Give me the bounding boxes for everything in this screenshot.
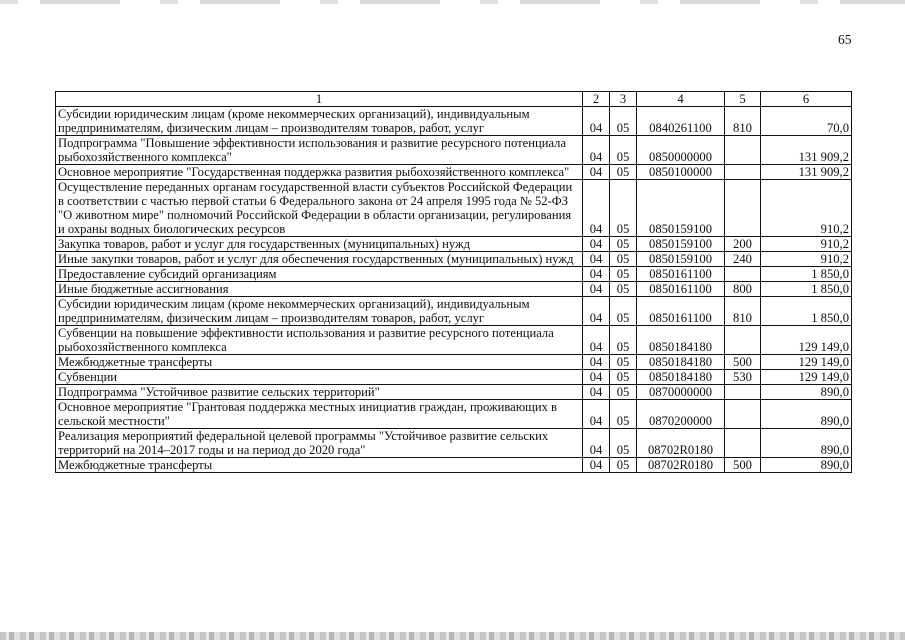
row-section-cell: 04	[583, 252, 610, 267]
row-target-article-cell: 0850000000	[637, 136, 725, 165]
row-expense-type-cell: 810	[725, 107, 761, 136]
row-amount-cell: 890,0	[761, 385, 852, 400]
table-row	[56, 400, 852, 429]
row-section-cell: 04	[583, 237, 610, 252]
row-expense-type-cell	[725, 165, 761, 180]
row-expense-type-cell: 500	[725, 355, 761, 370]
table-row	[56, 237, 852, 252]
row-section-cell: 04	[583, 400, 610, 429]
table-row	[56, 458, 852, 473]
row-subsection-cell: 05	[610, 282, 637, 297]
column-header: 3	[610, 92, 637, 107]
row-expense-type-cell	[725, 429, 761, 458]
row-amount-cell: 910,2	[761, 180, 852, 237]
row-subsection-cell: 05	[610, 297, 637, 326]
row-target-article-cell: 0870000000	[637, 385, 725, 400]
row-expense-type-cell	[725, 180, 761, 237]
row-subsection-cell: 05	[610, 429, 637, 458]
table-row	[56, 267, 852, 282]
row-name-cell: Иные бюджетные ассигнования	[56, 282, 583, 297]
row-target-article-cell: 0850159100	[637, 237, 725, 252]
row-subsection-cell: 05	[610, 180, 637, 237]
row-expense-type-cell: 240	[725, 252, 761, 267]
row-name-cell: Субсидии юридическим лицам (кроме некоммерческих организаций), индивидуальным предпринимателям, физическим лицам – производителям товаров, работ, услуг	[56, 107, 583, 136]
row-name-cell: Осуществление переданных органам государственной власти субъектов Российской Федерации в соответствии с частью первой статьи 6 Федерального закона от 24 апреля 1995 года № 52-ФЗ "О животном мире" полномочий Российской Федерации в области организации, регулирования и охраны водных биологических ресурсов	[56, 180, 583, 237]
row-target-article-cell: 0850184180	[637, 370, 725, 385]
table-row	[56, 385, 852, 400]
row-expense-type-cell: 200	[725, 237, 761, 252]
table-header-row	[56, 92, 852, 107]
table-row	[56, 370, 852, 385]
row-name-cell: Реализация мероприятий федеральной целевой программы "Устойчивое развитие сельских территорий на 2014–2017 годы и на период до 2020 года"	[56, 429, 583, 458]
row-amount-cell: 890,0	[761, 458, 852, 473]
table-row	[56, 326, 852, 355]
column-header: 2	[583, 92, 610, 107]
row-amount-cell: 70,0	[761, 107, 852, 136]
row-expense-type-cell	[725, 385, 761, 400]
table-row	[56, 429, 852, 458]
row-target-article-cell: 0840261100	[637, 107, 725, 136]
row-subsection-cell: 05	[610, 385, 637, 400]
row-amount-cell: 1 850,0	[761, 282, 852, 297]
row-name-cell: Предоставление субсидий организациям	[56, 267, 583, 282]
page-number: 65	[838, 32, 852, 47]
row-target-article-cell: 0850100000	[637, 165, 725, 180]
row-name-cell: Субвенции	[56, 370, 583, 385]
row-expense-type-cell: 810	[725, 297, 761, 326]
row-section-cell: 04	[583, 326, 610, 355]
row-amount-cell: 910,2	[761, 252, 852, 267]
row-section-cell: 04	[583, 385, 610, 400]
row-amount-cell: 131 909,2	[761, 136, 852, 165]
row-amount-cell: 131 909,2	[761, 165, 852, 180]
row-section-cell: 04	[583, 429, 610, 458]
row-name-cell: Субвенции на повышение эффективности использования и развитие ресурсного потенциала рыбохозяйственного комплекса	[56, 326, 583, 355]
row-expense-type-cell	[725, 400, 761, 429]
row-name-cell: Подпрограмма "Устойчивое развитие сельских территорий"	[56, 385, 583, 400]
row-subsection-cell: 05	[610, 370, 637, 385]
row-section-cell: 04	[583, 107, 610, 136]
scan-edge-top	[0, 0, 905, 4]
row-expense-type-cell: 800	[725, 282, 761, 297]
row-expense-type-cell	[725, 267, 761, 282]
row-name-cell: Основное мероприятие "Грантовая поддержка местных инициатив граждан, проживающих в сельской местности"	[56, 400, 583, 429]
row-amount-cell: 1 850,0	[761, 297, 852, 326]
row-amount-cell: 890,0	[761, 400, 852, 429]
row-expense-type-cell	[725, 326, 761, 355]
table-row	[56, 107, 852, 136]
budget-table	[55, 91, 852, 473]
row-subsection-cell: 05	[610, 237, 637, 252]
row-amount-cell: 129 149,0	[761, 326, 852, 355]
row-target-article-cell: 0850159100	[637, 252, 725, 267]
column-header: 5	[725, 92, 761, 107]
row-name-cell: Межбюджетные трансферты	[56, 355, 583, 370]
column-header: 1	[56, 92, 583, 107]
row-target-article-cell: 0850159100	[637, 180, 725, 237]
row-target-article-cell: 08702R0180	[637, 429, 725, 458]
table-row	[56, 297, 852, 326]
table-row	[56, 355, 852, 370]
row-section-cell: 04	[583, 180, 610, 237]
row-target-article-cell: 0850161100	[637, 297, 725, 326]
row-target-article-cell: 0870200000	[637, 400, 725, 429]
row-subsection-cell: 05	[610, 136, 637, 165]
row-section-cell: 04	[583, 370, 610, 385]
row-name-cell: Субсидии юридическим лицам (кроме некоммерческих организаций), индивидуальным предпринимателям, физическим лицам – производителям товаров, работ, услуг	[56, 297, 583, 326]
row-subsection-cell: 05	[610, 252, 637, 267]
row-section-cell: 04	[583, 136, 610, 165]
row-amount-cell: 890,0	[761, 429, 852, 458]
row-name-cell: Иные закупки товаров, работ и услуг для обеспечения государственных (муниципальных) нужд	[56, 252, 583, 267]
row-target-article-cell: 0850161100	[637, 282, 725, 297]
row-target-article-cell: 08702R0180	[637, 458, 725, 473]
row-amount-cell: 129 149,0	[761, 370, 852, 385]
row-subsection-cell: 05	[610, 165, 637, 180]
row-expense-type-cell: 500	[725, 458, 761, 473]
row-section-cell: 04	[583, 355, 610, 370]
row-section-cell: 04	[583, 282, 610, 297]
row-name-cell: Межбюджетные трансферты	[56, 458, 583, 473]
table-row	[56, 165, 852, 180]
table-row	[56, 136, 852, 165]
row-section-cell: 04	[583, 165, 610, 180]
row-amount-cell: 910,2	[761, 237, 852, 252]
column-header: 4	[637, 92, 725, 107]
column-header: 6	[761, 92, 852, 107]
row-amount-cell: 129 149,0	[761, 355, 852, 370]
row-amount-cell: 1 850,0	[761, 267, 852, 282]
row-section-cell: 04	[583, 267, 610, 282]
row-name-cell: Закупка товаров, работ и услуг для государственных (муниципальных) нужд	[56, 237, 583, 252]
table-row	[56, 282, 852, 297]
row-subsection-cell: 05	[610, 107, 637, 136]
table-row	[56, 252, 852, 267]
table-body	[56, 107, 852, 473]
row-expense-type-cell: 530	[725, 370, 761, 385]
table-row	[56, 180, 852, 237]
row-subsection-cell: 05	[610, 326, 637, 355]
row-expense-type-cell	[725, 136, 761, 165]
row-subsection-cell: 05	[610, 267, 637, 282]
row-section-cell: 04	[583, 458, 610, 473]
row-subsection-cell: 05	[610, 355, 637, 370]
row-subsection-cell: 05	[610, 400, 637, 429]
row-section-cell: 04	[583, 297, 610, 326]
row-target-article-cell: 0850161100	[637, 267, 725, 282]
row-target-article-cell: 0850184180	[637, 326, 725, 355]
scan-edge-bottom	[0, 632, 905, 640]
row-target-article-cell: 0850184180	[637, 355, 725, 370]
row-name-cell: Подпрограмма "Повышение эффективности использования и развитие ресурсного потенциала рыбохозяйственного комплекса"	[56, 136, 583, 165]
row-name-cell: Основное мероприятие "Государственная поддержка развития рыбохозяйственного комплекса"	[56, 165, 583, 180]
row-subsection-cell: 05	[610, 458, 637, 473]
